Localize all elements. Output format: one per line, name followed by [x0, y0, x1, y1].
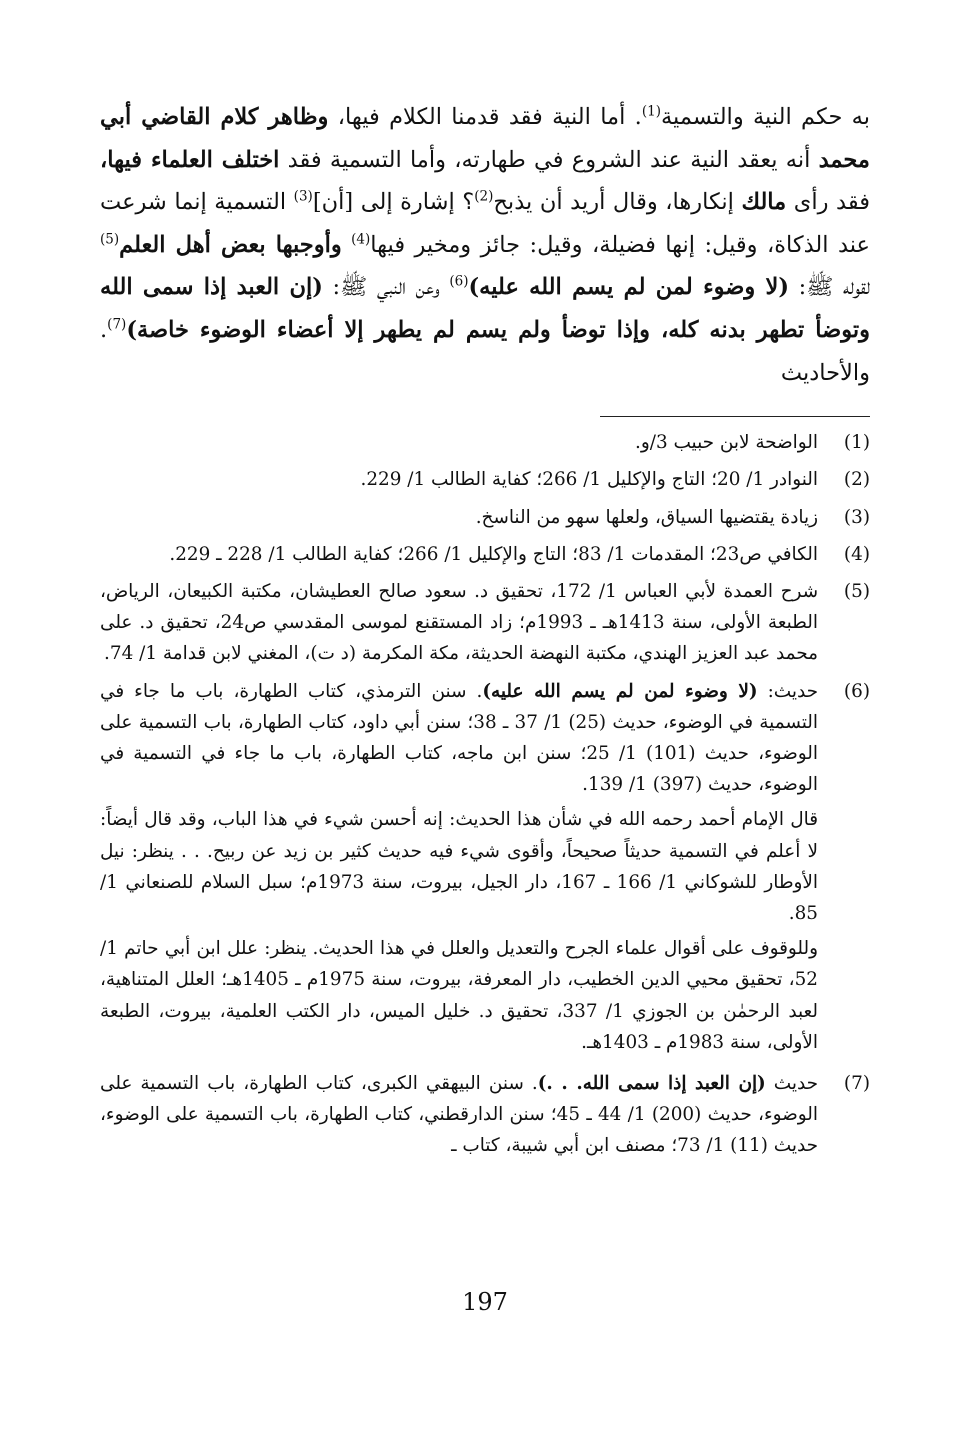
- footnote-divider: [600, 416, 870, 417]
- footnote-text: النوادر 1/ 20؛ التاج والإكليل 1/ 266؛ كفاية الطالب 1/ 229.: [360, 469, 818, 491]
- text-run: حديث:: [757, 680, 818, 702]
- footnote-4: [100, 539, 870, 570]
- footnote-text: شرح العمدة لأبي العباس 1/ 172، تحقيق د. سعود صالح العطيشان، مكتبة الكبيعان، الرياض، الطبعة الأولى، سنة 1413هـ ـ 1993م؛ زاد المستقنع لموسى المقدسي ص24، تحقيق د. على محمد عبد العزيز الهندي، مكتبة النهضة الحديثة، مكة المكرمة (د ت)، المغني لابن قدامة 1/ 74.: [100, 580, 818, 665]
- footnote-number: (1): [843, 432, 870, 454]
- footnote-paragraph: [100, 676, 818, 801]
- footnote-text: الواضحة لابن حبيب 3/و.: [635, 432, 818, 454]
- text-run: . سنن البيهقي الكبرى، كتاب الطهارة، باب التسمية على الوضوء، حديث (200) 1/ 44 ـ 45؛ سنن الدارقطني، كتاب الطهارة، باب التسمية على الوضوء، حديث (11) 1/ 73؛ مصنف ابن أبي شيبة، كتاب ـ: [100, 1073, 818, 1157]
- footnote-number: (4): [843, 543, 870, 565]
- main-paragraph: [100, 96, 870, 394]
- text-run: . والأحاديث: [100, 316, 870, 386]
- footnote-text: [100, 1068, 818, 1162]
- footnote-text: الكافي ص23؛ المقدمات 1/ 83؛ التاج والإكليل 1/ 266؛ كفاية الطالب 1/ 228 ـ 229.: [169, 543, 818, 565]
- text-run: وعن النبي ﷺ:: [322, 274, 450, 301]
- bold-phrase: مالك: [741, 189, 787, 216]
- footnote-ref-2: (2): [474, 188, 494, 205]
- text-run: ؟ إشارة إلى [أن]: [312, 189, 475, 216]
- text-run: حديث: [765, 1073, 819, 1095]
- bold-phrase: وأوجبها بعض أهل العلم: [119, 231, 342, 258]
- footnotes: [100, 427, 870, 1161]
- footnote-text: [100, 676, 818, 1062]
- text-run: إنكارها، وقال أريد أن يذبح: [493, 189, 742, 216]
- text-run: التسمية إنما شرعت عند الذكاة، وقيل: إنها فضيلة، وقيل: جائز ومخير فيها: [100, 189, 870, 258]
- footnote-ref-5: (5): [100, 231, 120, 248]
- page-number: 197: [462, 1288, 508, 1316]
- text-run: أنه يعقد النية عند الشروع في طهارته، وأما التسمية فقد: [279, 146, 819, 173]
- text-run: لقوله ﷺ:: [789, 274, 870, 301]
- footnote-paragraph: قال الإمام أحمد رحمه الله في شأن هذا الحديث: إنه أحسن شيء في هذا الباب، وقد قال أيضاً: لا أعلم في التسمية حديثاً صحيحاً، وأقوى شيء فيه حديث كثير بن زيد عن ربيح. . . ينظر: نيل الأوطار للشوكاني 1/ 166 ـ 167، دار الجيل، بيروت، سنة 1973م؛ سبل السلام للصنعاني 1/ 85.: [100, 809, 818, 924]
- footnote-ref-7: (7): [107, 316, 127, 333]
- footnote-7: [100, 1068, 870, 1162]
- hadith-quote: (إن العبد إذا سمى الله وتوضأ تطهر بدنه كله، وإذا توضأ ولم يسم لم يطهر إلا أعضاء الوضوء خاصة): [100, 274, 870, 343]
- footnote-number: (2): [843, 469, 870, 491]
- bold-phrase: اختلف العلماء فيها،: [100, 146, 280, 173]
- text-run: . أما النية فقد قدمنا الكلام فيها،: [328, 104, 642, 130]
- footnote-number: (3): [843, 506, 870, 528]
- hadith-quote: (لا وضوء لمن لم يسم الله عليه): [482, 680, 758, 702]
- footnote-ref-3: (3): [293, 188, 313, 205]
- hadith-quote: (لا وضوء لمن لم يسم الله عليه): [468, 274, 790, 301]
- bold-phrase: وظاهر كلام القاضي أبي محمد: [100, 104, 870, 173]
- hadith-quote: (إن العبد إذا سمى الله. . .): [537, 1073, 766, 1095]
- footnote-5: [100, 576, 870, 670]
- text-run: [342, 232, 351, 258]
- footnote-number: (5): [843, 580, 870, 602]
- book-page: [100, 96, 870, 1436]
- footnote-text: زيادة يقتضيها السياق، ولعلها سهو من الناسخ.: [475, 506, 818, 528]
- text-run: به حكم النية والتسمية: [660, 104, 870, 130]
- footnote-number: (6): [843, 680, 870, 702]
- text-run: فقد رأى: [786, 189, 871, 216]
- footnote-ref-1: (1): [641, 103, 661, 120]
- footnote-paragraph: وللوقوف على أقوال علماء الجرح والتعديل والعلل في هذا الحديث. ينظر: علل ابن أبي حاتم 1/ 52، تحقيق محيي الدين الخطيب، دار المعرفة، بيروت، سنة 1975م ـ 1405هـ؛ العلل المتناهية، لعبد الرحمٰن بن الجوزي 1/ 337، تحقيق د. خليل الميس، دار الكتب العلمية، بيروت، الطبعة الأولى، سنة 1983م ـ 1403هـ.: [100, 938, 819, 1053]
- footnote-3: [100, 502, 870, 533]
- text-run: . سنن الترمذي، كتاب الطهارة، باب ما جاء في التسمية في الوضوء، حديث (25) 1/ 37 ـ 38؛ سنن أبي داود، كتاب الطهارة، باب التسمية على الوضوء، حديث (101) 1/ 25؛ سنن ابن ماجه، كتاب الطهارة، باب ما جاء في التسمية في الوضوء، حديث (397) 1/ 139.: [100, 680, 818, 796]
- footnote-number: (7): [843, 1073, 870, 1095]
- footnote-ref-6: (6): [449, 273, 469, 290]
- footnote-2: [100, 464, 870, 495]
- footnote-ref-4: (4): [351, 231, 371, 248]
- footnote-6: [100, 676, 870, 1062]
- footnote-1: [100, 427, 870, 458]
